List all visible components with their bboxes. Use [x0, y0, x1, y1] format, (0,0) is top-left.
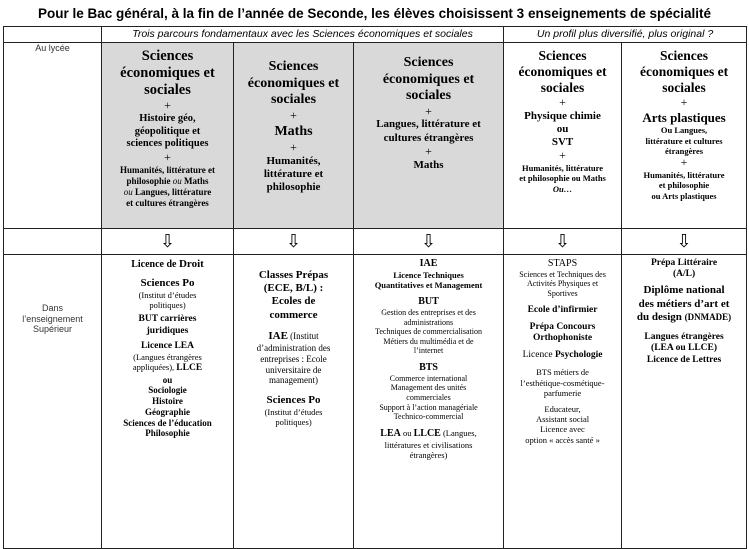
- staps: STAPS: [547, 258, 578, 269]
- header-right: Un profil plus diversifié, plus original ?: [504, 27, 747, 43]
- spec-arts: Arts plastiques: [642, 109, 726, 125]
- lycee-col-4: Sciences économiques et sociales + Physique chimie ou SVT + Humanités, littérature et philosophie ou Maths Ou…: [504, 43, 622, 229]
- other-licences: ou Sociologie Histoire Géographie Sciences de l’éducation Philosophie: [123, 374, 212, 439]
- ses-title: Sciences économiques et sociales: [639, 48, 729, 95]
- but: BUT: [418, 296, 439, 308]
- licence-psychologie: Licence Psychologie: [522, 350, 603, 361]
- educateur: Educateur, Assistant social Licence avec option « accès santé »: [525, 403, 600, 445]
- spec-langues: Langues, littérature et cultures étrangères: [376, 118, 481, 144]
- sup-col-2: [234, 255, 354, 549]
- iae: IAE (Institut d’administration des entreprises : Ecole universitaire de management): [256, 329, 331, 386]
- but-juridiques: BUT carrières juridiques: [138, 314, 197, 336]
- licence-techniques: Licence Techniques Quantitatives et Management: [374, 269, 483, 290]
- specialites-table: [3, 26, 747, 549]
- page-title: Pour le Bac général, à la fin de l’année de Seconde, les élèves choisissent 3 enseignements de spécialité: [37, 6, 712, 21]
- down-arrow-icon: ⇩: [285, 230, 302, 252]
- spec-option: Humanités, littérature et philosophie ou Maths Ou…: [519, 162, 606, 194]
- lycee-col-3: Sciences économiques et sociales + Langues, littérature et cultures étrangères + Maths: [354, 43, 504, 229]
- lycee-row: [4, 43, 747, 229]
- sciences-po-desc: (Institut d’études politiques): [138, 289, 197, 311]
- staps-desc: Sciences et Techniques des Activités Physiques et Sportives: [519, 269, 606, 298]
- sup-col-3: [354, 255, 504, 549]
- spec-physique: Physique chimie ou SVT: [524, 109, 601, 148]
- but-desc: Gestion des entreprises et des administrations Techniques de commercialisation Métiers du multimédia et de l’internet: [375, 307, 482, 356]
- sup-col-5: [622, 255, 747, 549]
- spec-option: Humanités, littérature et philosophie ou Maths ou Langues, littérature et cultures étrangères: [119, 164, 216, 209]
- licence-lea: Licence LEA: [140, 340, 195, 351]
- down-arrow-icon: ⇩: [159, 230, 176, 252]
- bts: BTS: [419, 361, 438, 373]
- langues-etrangeres: Langues étrangères (LEA ou LLCE) Licence de Lettres: [644, 331, 724, 365]
- dnmade: Diplôme national des métiers d’art et du design (DNMADE): [636, 284, 732, 323]
- sciences-po: Sciences Po: [266, 394, 321, 407]
- header-left: Trois parcours fondamentaux avec les Sciences économiques et sociales: [102, 27, 504, 43]
- lea-llce: LEA ou LLCE (Langues, littératures et civilisations étrangères): [380, 427, 477, 460]
- spec-langues-alt: Ou Langues, littérature et cultures étrangères: [645, 125, 723, 156]
- licence-droit: Licence de Droit: [131, 258, 204, 270]
- row-label-superieur: Dans l’enseignement Supérieur: [4, 255, 102, 549]
- prepa-litteraire: Prépa Littéraire (A/L): [651, 258, 718, 280]
- row-label-lycee: Au lycée: [4, 43, 102, 229]
- down-arrow-icon: ⇩: [420, 230, 437, 252]
- bts-esthetique: BTS métiers de l’esthétique-cosmétique- parfumerie: [520, 367, 605, 398]
- lycee-col-2: Sciences économiques et sociales + Maths + Humanités, littérature et philosophie: [234, 43, 354, 229]
- prepa-orthophoniste: Prépa Concours Orthophoniste: [529, 321, 596, 343]
- sciences-po: Sciences Po: [140, 276, 195, 289]
- spec-humanites: Humanités, littérature et philosophie: [263, 154, 324, 194]
- sup-col-1: [102, 255, 234, 549]
- spec-maths: Maths: [274, 124, 313, 140]
- lycee-col-1: Sciences économiques et sociales + Histoire géo, géopolitique et sciences politiques + Humanités, littérature et philosophie ou Maths ou Langues, littérature et cultures étrangères: [102, 43, 234, 229]
- down-arrow-icon: ⇩: [554, 230, 571, 252]
- lycee-col-5: Sciences économiques et sociales + Arts plastiques Ou Langues, littérature et cultures étrangères + Humanités, littérature et philosophie ou Arts plastiques: [622, 43, 747, 229]
- header-row: [4, 27, 747, 43]
- ses-title: Sciences économiques et sociales: [120, 48, 215, 99]
- bts-desc: Commerce international Management des unités commerciales Support à l’action managériale Technico-commercial: [379, 373, 478, 422]
- ses-title: Sciences économiques et sociales: [518, 48, 607, 95]
- arrows-row: [4, 229, 747, 255]
- sup-col-4: [504, 255, 622, 549]
- spec-option: Humanités, littérature et philosophie ou Arts plastiques: [643, 170, 725, 201]
- lea-desc: (Langues étrangères appliquées), LLCE: [132, 351, 203, 374]
- ecole-infirmier: Ecole d’infirmier: [527, 304, 598, 315]
- ses-title: Sciences économiques et sociales: [247, 59, 340, 108]
- spec-histoire: Histoire géo, géopolitique et sciences politiques: [126, 113, 209, 150]
- ses-title: Sciences économiques et sociales: [382, 55, 475, 104]
- iae: IAE: [419, 258, 438, 269]
- superieur-row: [4, 255, 747, 549]
- classes-prepas: Classes Prépas (ECE, B/L) : Ecoles de commerce: [258, 269, 329, 321]
- sciences-po-desc: (Institut d’études politiques): [264, 407, 323, 428]
- down-arrow-icon: ⇩: [676, 230, 692, 252]
- spec-maths: Maths: [413, 158, 444, 171]
